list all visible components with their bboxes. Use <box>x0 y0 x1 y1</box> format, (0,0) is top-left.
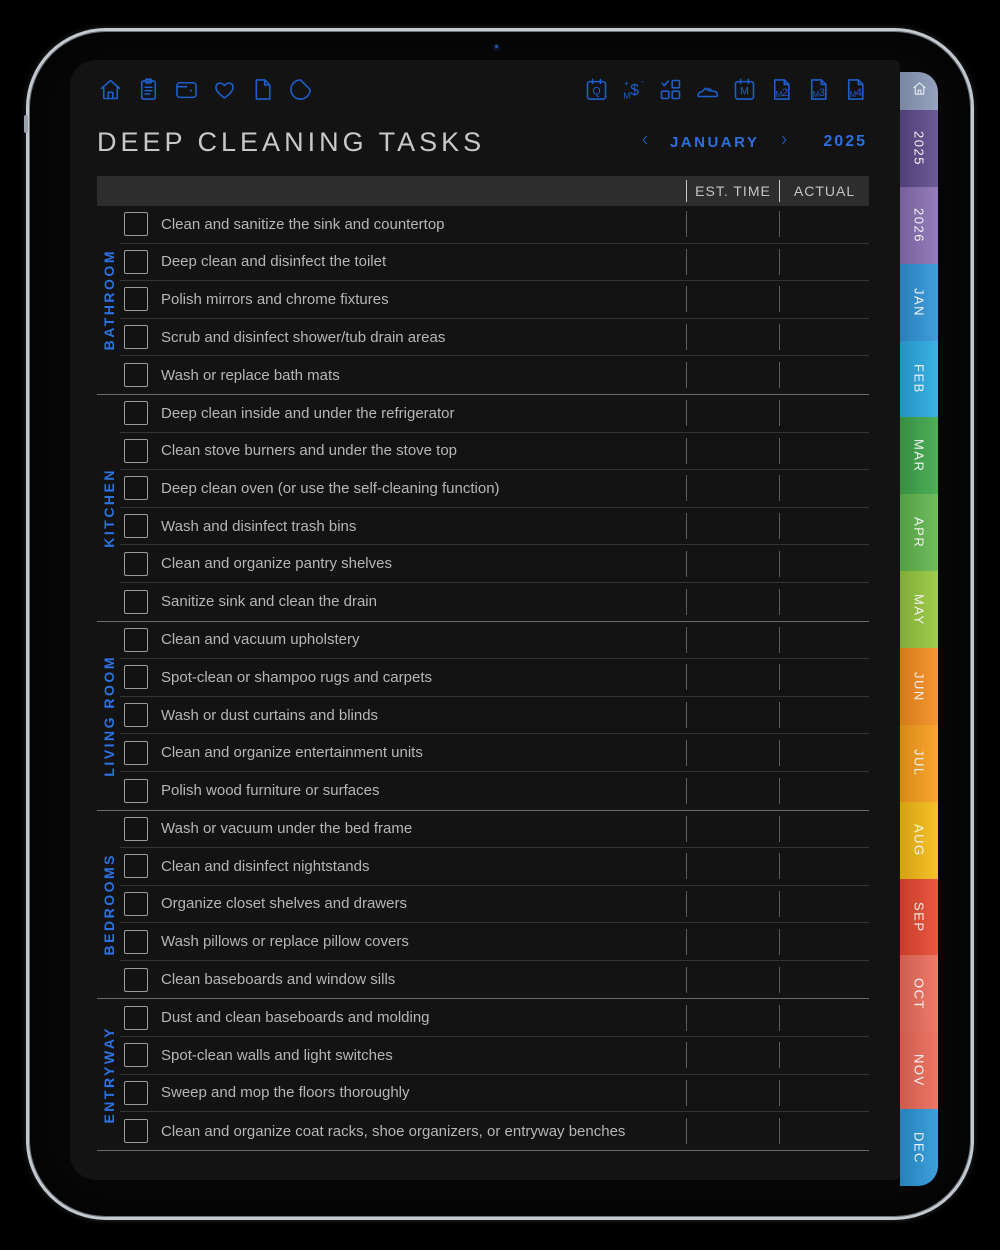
task-label: Clean and organize coat racks, shoe organizers, or entryway benches <box>161 1122 626 1140</box>
tab-label: DEC <box>911 1131 927 1164</box>
est-time-cell[interactable] <box>686 967 779 993</box>
monthly-calendar-icon[interactable] <box>731 76 758 103</box>
task-row <box>120 433 869 471</box>
task-checkbox[interactable] <box>124 1006 148 1030</box>
tab-label: OCT <box>911 977 927 1010</box>
task-checkbox[interactable] <box>124 892 148 916</box>
est-time-cell[interactable] <box>686 1005 779 1031</box>
front-camera <box>492 43 501 52</box>
est-time-cell[interactable] <box>686 286 779 312</box>
est-time-cell[interactable] <box>686 589 779 615</box>
task-checkbox[interactable] <box>124 741 148 765</box>
task-label: Wash and disinfect trash bins <box>161 517 357 535</box>
section-label: BATHROOM <box>100 249 117 351</box>
task-table <box>97 176 869 1151</box>
task-checkbox[interactable] <box>124 514 148 538</box>
svg-text:Q: Q <box>592 85 601 98</box>
task-row <box>120 545 869 583</box>
task-checkbox[interactable] <box>124 552 148 576</box>
actual-time-cell[interactable] <box>779 400 869 426</box>
task-checkbox[interactable] <box>124 968 148 992</box>
tab-nov[interactable] <box>900 1032 938 1109</box>
svg-text:4: 4 <box>855 87 862 100</box>
task-label: Clean and vacuum upholstery <box>161 631 360 649</box>
prev-month-button[interactable] <box>637 133 653 151</box>
actual-time-cell[interactable] <box>779 475 869 501</box>
tab-jan[interactable] <box>900 264 938 341</box>
tab-label: AUG <box>911 823 927 857</box>
tablet-device-frame <box>26 28 974 1220</box>
task-label: Clean baseboards and window sills <box>161 971 396 989</box>
tab-label: FEB <box>911 364 927 394</box>
month4-page-icon[interactable] <box>842 76 869 103</box>
task-label: Spot-clean or shampoo rugs and carpets <box>161 668 432 686</box>
task-label: Polish wood furniture or surfaces <box>161 782 380 800</box>
tab-2026[interactable] <box>900 187 938 264</box>
actual-time-cell[interactable] <box>779 286 869 312</box>
tab-label: NOV <box>911 1054 927 1088</box>
task-checkbox[interactable] <box>124 590 148 614</box>
svg-text:$: $ <box>630 82 640 100</box>
svg-text:M: M <box>623 90 631 101</box>
task-checkbox[interactable] <box>124 817 148 841</box>
task-row <box>120 923 869 961</box>
svg-text:+: + <box>623 78 629 89</box>
task-row <box>120 999 869 1037</box>
task-checkbox[interactable] <box>124 930 148 954</box>
actual-time-cell[interactable] <box>779 1005 869 1031</box>
task-label: Scrub and disinfect shower/tub drain areas <box>161 328 446 346</box>
est-time-header: EST. TIME <box>686 180 779 202</box>
tab-label: JAN <box>911 287 927 317</box>
task-label: Wash or replace bath mats <box>161 366 340 384</box>
task-checkbox[interactable] <box>124 325 148 349</box>
side-tab-rail <box>900 72 938 1186</box>
section-label: KITCHEN <box>100 467 117 548</box>
chevron-right-icon <box>778 132 790 153</box>
quarterly-calendar-icon[interactable] <box>583 76 610 103</box>
task-label: Sanitize sink and clean the drain <box>161 593 377 611</box>
task-label: Wash or vacuum under the bed frame <box>161 820 413 838</box>
actual-time-cell[interactable] <box>779 1042 869 1068</box>
task-checkbox[interactable] <box>124 1043 148 1067</box>
task-label: Clean and sanitize the sink and countertop <box>161 215 445 233</box>
task-row <box>120 395 869 433</box>
task-label: Deep clean inside and under the refrigerator <box>161 404 455 422</box>
est-time-cell[interactable] <box>686 664 779 690</box>
table-header <box>97 176 869 206</box>
task-row <box>120 811 869 849</box>
tab-sep[interactable] <box>900 879 938 956</box>
task-label: Organize closet shelves and drawers <box>161 895 407 913</box>
actual-time-cell[interactable] <box>779 513 869 539</box>
svg-text:M: M <box>775 89 783 99</box>
task-row <box>120 470 869 508</box>
habit-tracker-icon[interactable] <box>657 76 684 103</box>
toolbar-left <box>97 76 314 103</box>
home-icon[interactable] <box>97 76 124 103</box>
planner-screen <box>70 60 900 1180</box>
est-time-cell[interactable] <box>686 551 779 577</box>
section-kitchen <box>97 395 869 622</box>
tab-may[interactable] <box>900 571 938 648</box>
svg-text:2: 2 <box>781 87 788 100</box>
task-label: Wash pillows or replace pillow covers <box>161 933 409 951</box>
tab-jun[interactable] <box>900 648 938 725</box>
actual-time-cell[interactable] <box>779 1080 869 1106</box>
tab-label: 2025 <box>911 130 927 166</box>
task-label: Sweep and mop the floors thoroughly <box>161 1084 410 1102</box>
svg-text:M: M <box>740 85 749 98</box>
task-checkbox[interactable] <box>124 1119 148 1143</box>
actual-time-cell[interactable] <box>779 929 869 955</box>
task-row <box>120 848 869 886</box>
task-label: Dust and clean baseboards and molding <box>161 1009 430 1027</box>
task-checkbox[interactable] <box>124 779 148 803</box>
task-row <box>120 319 869 357</box>
task-checkbox[interactable] <box>124 439 148 463</box>
next-month-button[interactable] <box>776 133 792 151</box>
actual-time-cell[interactable] <box>779 211 869 237</box>
budget-icon[interactable] <box>620 76 647 103</box>
est-time-cell[interactable] <box>686 362 779 388</box>
tab-label: JUN <box>911 671 927 702</box>
est-time-cell[interactable] <box>686 1118 779 1144</box>
task-label: Clean stove burners and under the stove top <box>161 442 458 460</box>
section-bathroom <box>97 206 869 395</box>
fitness-shoe-icon[interactable] <box>694 76 721 103</box>
actual-time-cell[interactable] <box>779 778 869 804</box>
actual-time-cell[interactable] <box>779 702 869 728</box>
month3-page-icon[interactable] <box>805 76 832 103</box>
task-row <box>120 1037 869 1075</box>
tab-dec[interactable] <box>900 1109 938 1186</box>
actual-time-cell[interactable] <box>779 362 869 388</box>
est-time-cell[interactable] <box>686 816 779 842</box>
est-time-cell[interactable] <box>686 853 779 879</box>
task-label: Wash or dust curtains and blinds <box>161 706 379 724</box>
svg-text:M: M <box>812 89 820 99</box>
actual-time-cell[interactable] <box>779 740 869 766</box>
est-time-cell[interactable] <box>686 778 779 804</box>
est-time-cell[interactable] <box>686 702 779 728</box>
task-row <box>120 772 869 810</box>
section-label: ENTRYWAY <box>100 1025 117 1124</box>
actual-time-cell[interactable] <box>779 853 869 879</box>
tab-label: 2026 <box>911 207 927 243</box>
task-label: Spot-clean walls and light switches <box>161 1046 393 1064</box>
task-checkbox[interactable] <box>124 628 148 652</box>
est-time-cell[interactable] <box>686 475 779 501</box>
tab-label: JUL <box>911 749 927 778</box>
month-label[interactable]: JANUARY <box>669 133 760 151</box>
tab-label: MAY <box>911 593 927 626</box>
task-row <box>120 1112 869 1150</box>
tab-mar[interactable] <box>900 417 938 494</box>
actual-time-cell[interactable] <box>779 816 869 842</box>
year-label[interactable]: 2025 <box>823 133 867 150</box>
est-time-cell[interactable] <box>686 249 779 275</box>
actual-time-cell[interactable] <box>779 891 869 917</box>
task-row <box>120 622 869 660</box>
volume-button <box>24 115 28 133</box>
task-label: Clean and disinfect nightstands <box>161 857 370 875</box>
task-row <box>120 244 869 282</box>
est-time-cell[interactable] <box>686 438 779 464</box>
actual-time-cell[interactable] <box>779 438 869 464</box>
svg-text:M: M <box>849 89 857 99</box>
actual-time-cell[interactable] <box>779 589 869 615</box>
tab-2025[interactable] <box>900 110 938 187</box>
task-table-body <box>97 206 869 1151</box>
wallet-icon[interactable] <box>173 76 200 103</box>
pie-chart-icon[interactable] <box>287 76 314 103</box>
actual-header: ACTUAL <box>779 180 869 202</box>
home-tab[interactable] <box>900 72 938 110</box>
task-row <box>120 508 869 546</box>
tab-feb[interactable] <box>900 341 938 418</box>
tab-jul[interactable] <box>900 725 938 802</box>
task-label: Clean and organize pantry shelves <box>161 555 392 573</box>
est-time-cell[interactable] <box>686 891 779 917</box>
toolbar-right <box>583 76 869 103</box>
task-row <box>120 1075 869 1113</box>
tab-aug[interactable] <box>900 802 938 879</box>
est-time-cell[interactable] <box>686 1080 779 1106</box>
task-row <box>120 206 869 244</box>
section-bedrooms <box>97 811 869 1000</box>
heart-icon[interactable] <box>211 76 238 103</box>
task-row <box>120 659 869 697</box>
section-entryway <box>97 999 869 1150</box>
tab-oct[interactable] <box>900 955 938 1032</box>
est-time-cell[interactable] <box>686 211 779 237</box>
clipboard-icon[interactable] <box>135 76 162 103</box>
svg-text:-: - <box>640 76 644 87</box>
month-nav <box>637 133 867 151</box>
task-checkbox[interactable] <box>124 401 148 425</box>
tab-label: APR <box>911 517 927 549</box>
task-row <box>120 356 869 394</box>
est-time-cell[interactable] <box>686 929 779 955</box>
task-label: Deep clean and disinfect the toilet <box>161 253 387 271</box>
task-label: Clean and organize entertainment units <box>161 744 423 762</box>
section-living-room <box>97 622 869 811</box>
task-checkbox[interactable] <box>124 703 148 727</box>
est-time-cell[interactable] <box>686 627 779 653</box>
task-row <box>120 734 869 772</box>
tab-label: SEP <box>911 901 927 933</box>
actual-time-cell[interactable] <box>779 1118 869 1144</box>
actual-time-cell[interactable] <box>779 967 869 993</box>
task-row <box>120 697 869 735</box>
actual-time-cell[interactable] <box>779 551 869 577</box>
task-row <box>120 961 869 999</box>
task-label: Deep clean oven (or use the self-cleaning function) <box>161 479 500 497</box>
section-label: BEDROOMS <box>100 853 117 956</box>
tab-label: MAR <box>911 439 927 473</box>
actual-time-cell[interactable] <box>779 664 869 690</box>
task-label: Polish mirrors and chrome fixtures <box>161 290 389 308</box>
task-row <box>120 583 869 621</box>
task-checkbox[interactable] <box>124 476 148 500</box>
task-row <box>120 886 869 924</box>
est-time-cell[interactable] <box>686 400 779 426</box>
task-checkbox[interactable] <box>124 854 148 878</box>
task-checkbox[interactable] <box>124 665 148 689</box>
section-label: LIVING ROOM <box>100 654 117 777</box>
est-time-cell[interactable] <box>686 740 779 766</box>
task-checkbox[interactable] <box>124 287 148 311</box>
chevron-left-icon <box>639 132 651 153</box>
svg-text:3: 3 <box>818 87 825 100</box>
month2-page-icon[interactable] <box>768 76 795 103</box>
task-checkbox[interactable] <box>124 212 148 236</box>
actual-time-cell[interactable] <box>779 249 869 275</box>
task-checkbox[interactable] <box>124 1081 148 1105</box>
task-checkbox[interactable] <box>124 250 148 274</box>
actual-time-cell[interactable] <box>779 627 869 653</box>
est-time-cell[interactable] <box>686 324 779 350</box>
est-time-cell[interactable] <box>686 1042 779 1068</box>
task-row <box>120 281 869 319</box>
page-title: DEEP CLEANING TASKS <box>97 127 486 157</box>
home-icon <box>911 80 928 102</box>
task-checkbox[interactable] <box>124 363 148 387</box>
actual-time-cell[interactable] <box>779 324 869 350</box>
page-icon[interactable] <box>249 76 276 103</box>
est-time-cell[interactable] <box>686 513 779 539</box>
tab-apr[interactable] <box>900 494 938 571</box>
